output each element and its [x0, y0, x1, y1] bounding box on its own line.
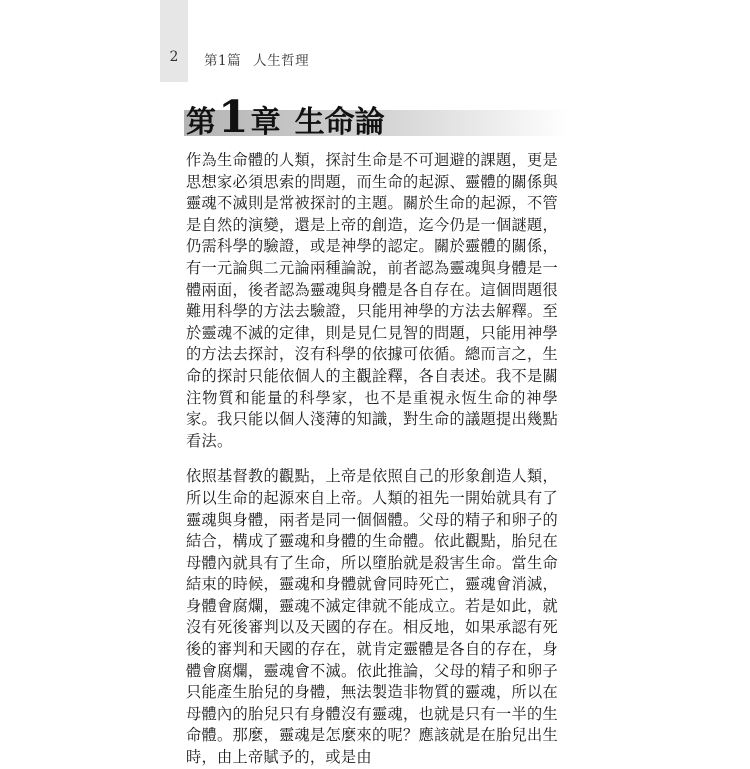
chapter-prefix: 第 [186, 105, 216, 140]
paragraph: 依照基督教的觀點，上帝是依照自己的形象創造人類，所以生命的起源來自上帝。人類的祖先一開始就具有了靈魂與身體，兩者是同一個個體。父母的精子和卵子的結合，構成了靈魂和身體的生命體。依此觀點，胎兒在母體內就具有了生命，所以墮胎就是殺害生命。當生命結束的時候，靈魂和身體就會同時死亡，靈魂會消滅，身體會腐爛，靈魂不滅定律就不能成立。若是如此，就沒有死後審判以及天國的存在。相反地，如果承認有死後的審判和天國的存在，就肯定靈體是各自的存在，身體會腐爛，靈魂會不滅。依此推論，父母的精子和卵子只能產生胎兒的身體，無法製造非物質的靈魂，所以在母體內的胎兒只有身體沒有靈魂，也就是只有一半的生命體。那麼，靈魂是怎麼來的呢？應該就是在胎兒出生時，由上帝賦予的，或是由 [186, 467, 558, 767]
chapter-heading [184, 92, 568, 143]
running-header [204, 49, 309, 69]
page-edge-tab [160, 0, 188, 82]
body-text [186, 150, 558, 769]
part-title: 人生哲理 [253, 53, 310, 69]
chapter-title [186, 92, 385, 143]
chapter-number: 1 [218, 92, 249, 143]
chapter-suffix: 章 [250, 105, 281, 140]
part-label: 第1篇 [204, 53, 242, 69]
paragraph: 作為生命體的人類，探討生命是不可迴避的課題，更是思想家必須思索的問題，而生命的起源、靈體的關係與靈魂不滅則是常被探討的主題。關於生命的起源，不管是自然的演變，還是上帝的創造，迄今仍是一個謎題，仍需科學的驗證，或是神學的認定。關於靈體的關係，有一元論與二元論兩種論說，前者認為靈魂與身體是一體兩面，後者認為靈魂與身體是各自存在。這個問題很難用科學的方法去驗證，只能用神學的方法去解釋。至於靈魂不滅的定律，則是見仁見智的問題，只能用神學的方法去探討，沒有科學的依據可依循。總而言之，生命的探討只能依個人的主觀詮釋，各自表述。我不是關注物質和能量的科學家，也不是重視永恆生命的神學家。我只能以個人淺薄的知識，對生命的議題提出幾點看法。 [186, 151, 558, 450]
chapter-name: 生命論 [294, 105, 385, 140]
page-number: 2 [169, 49, 179, 65]
